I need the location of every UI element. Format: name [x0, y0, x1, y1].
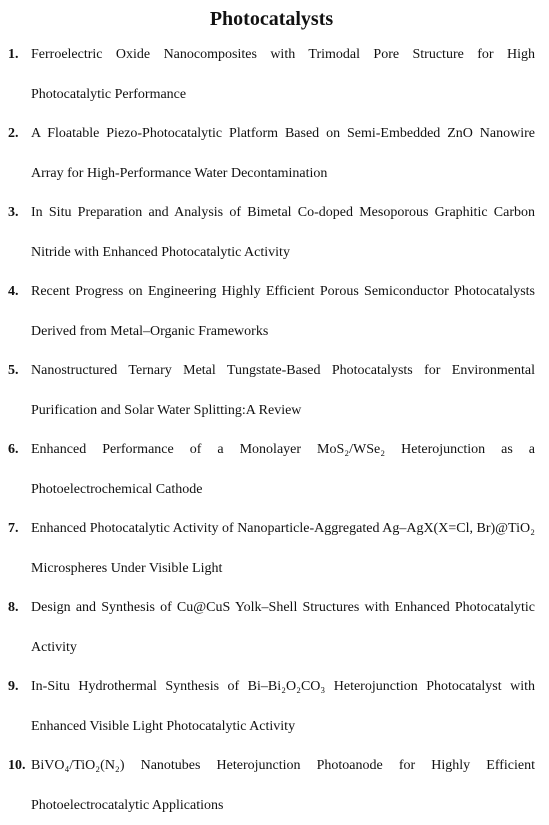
- item-number: 8.: [8, 600, 19, 615]
- item-title: Enhanced Performance of a Monolayer MoS₂/WSe₂ Heterojunction as a Photoelectrochemical Cathode: [31, 442, 535, 497]
- item-number: 4.: [8, 284, 19, 299]
- item-title: Enhanced Photocatalytic Activity of Nanoparticle-Aggregated Ag–AgX(X=Cl, Br)@TiO₂ Microspheres Under Visible Light: [31, 521, 535, 576]
- item-number: 3.: [8, 205, 19, 220]
- list-item: [8, 509, 535, 588]
- list-item: [8, 746, 535, 825]
- list-item: [8, 193, 535, 272]
- item-title: BiVO₄/TiO₂(N₂) Nanotubes Heterojunction Photoanode for Highly Efficient Photoelectrocatalytic Applications: [31, 758, 535, 813]
- item-title: Ferroelectric Oxide Nanocomposites with Trimodal Pore Structure for High Photocatalytic Performance: [31, 47, 535, 102]
- item-title: Nanostructured Ternary Metal Tungstate-Based Photocatalysts for Environmental Purification and Solar Water Splitting:A Review: [31, 363, 535, 418]
- item-number: 5.: [8, 363, 19, 378]
- list-item: [8, 588, 535, 667]
- page-title: Photocatalysts: [209, 8, 334, 30]
- item-number: 10.: [8, 758, 26, 773]
- item-number: 1.: [8, 47, 19, 62]
- item-number: 6.: [8, 442, 19, 457]
- item-title: In Situ Preparation and Analysis of Bimetal Co-doped Mesoporous Graphitic Carbon Nitride with Enhanced Photocatalytic Activity: [31, 205, 535, 260]
- item-title: Recent Progress on Engineering Highly Efficient Porous Semiconductor Photocatalysts Derived from Metal–Organic Frameworks: [31, 284, 535, 339]
- item-title: A Floatable Piezo-Photocatalytic Platform Based on Semi-Embedded ZnO Nanowire Array for High-Performance Water Decontamination: [31, 126, 535, 181]
- item-title: Design and Synthesis of Cu@CuS Yolk–Shell Structures with Enhanced Photocatalytic Activity: [31, 600, 535, 655]
- list-item: [8, 272, 535, 351]
- list-item: [8, 667, 535, 746]
- list-item: [8, 351, 535, 430]
- item-number: 7.: [8, 521, 19, 536]
- item-number: 2.: [8, 126, 19, 141]
- item-number: 9.: [8, 679, 19, 694]
- list-item: [8, 35, 535, 114]
- list-item: [8, 430, 535, 509]
- reference-list: [8, 35, 535, 825]
- item-title: In-Situ Hydrothermal Synthesis of Bi–Bi₂O₂CO₃ Heterojunction Photocatalyst with Enhanced Visible Light Photocatalytic Activity: [31, 679, 535, 734]
- list-item: [8, 114, 535, 193]
